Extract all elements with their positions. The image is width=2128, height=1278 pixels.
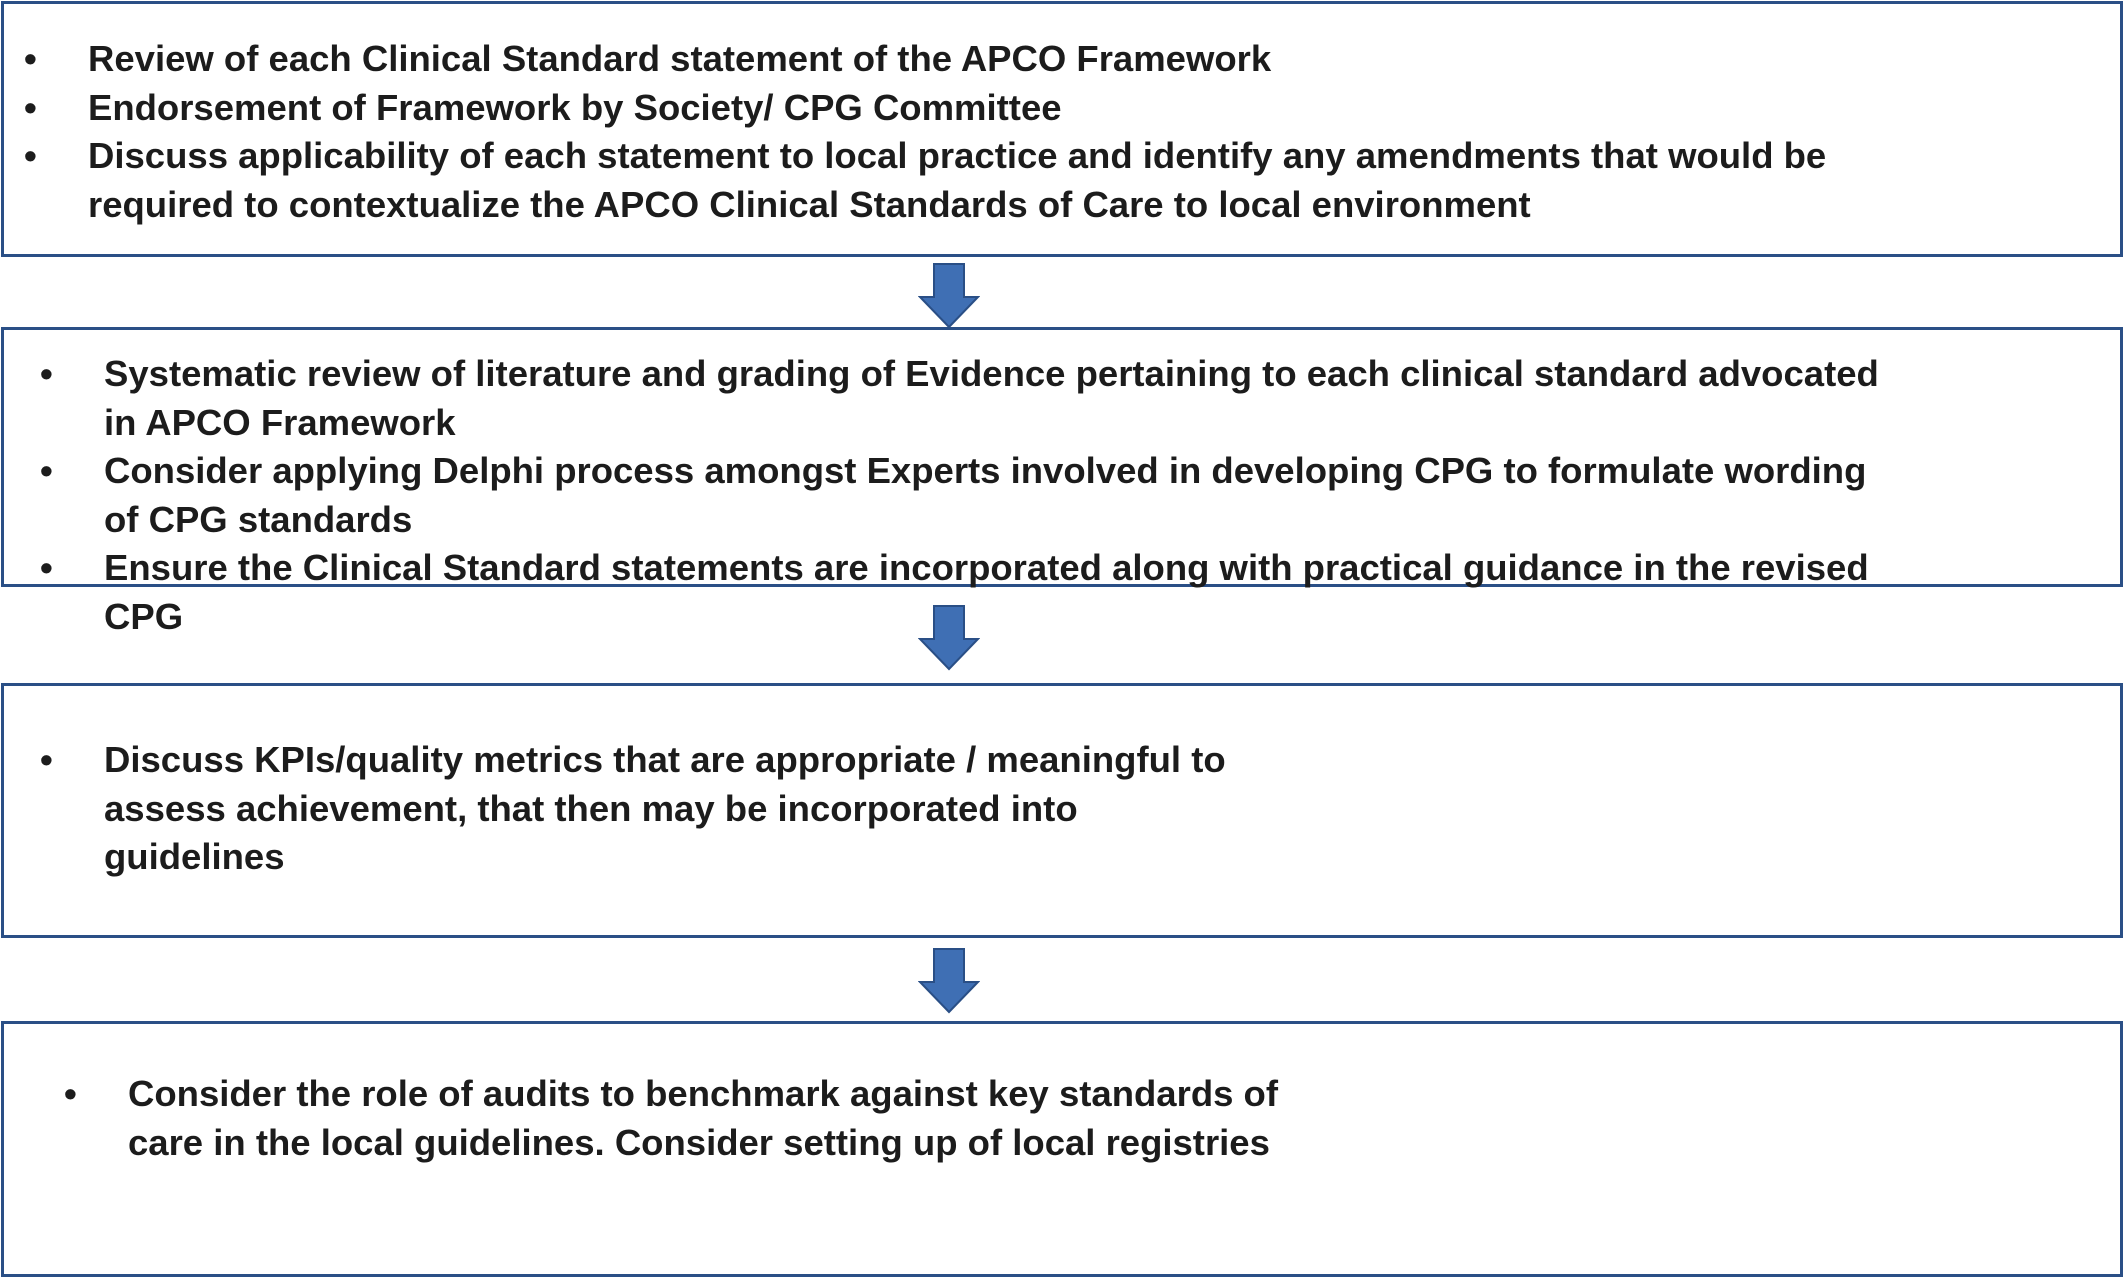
step-1-list [24,35,1827,229]
list-item [40,447,1879,544]
list-item [40,544,1879,641]
step-4-list [64,1070,1278,1167]
down-arrow-icon [918,948,980,1014]
list-item [24,132,1827,229]
bullet: • [40,547,53,588]
item-line: Discuss KPIs/quality metrics that are appropriate / meaningful to [104,739,1226,780]
item-line: Review of each Clinical Standard statement of the APCO Framework [88,38,1272,79]
item-line: assess achievement, that then may be incorporated into [104,787,1078,829]
item-line: Consider applying Delphi process amongst Experts involved in developing CPG to formulate wording [104,450,1867,491]
down-arrow-icon [918,263,980,329]
item-line: in APCO Framework [104,401,456,443]
step-4-box [1,1021,2123,1277]
item-line: CPG [104,595,184,637]
item-line: guidelines [104,836,285,877]
item-line: care in the local guidelines. Consider setting up of local registries [128,1121,1270,1163]
step-3-list [40,736,1226,882]
item-line: Systematic review of literature and grading of Evidence pertaining to each clinical standard advocated [104,353,1879,394]
step-2-box [1,327,2123,637]
bullet: • [40,450,53,491]
item-line: of CPG standards [104,498,413,540]
step-3-box [1,683,2123,938]
item-line: required to contextualize the APCO Clinical Standards of Care to local environment [88,183,1531,225]
list-item [64,1070,1278,1167]
item-line: Ensure the Clinical Standard statements are incorporated along with practical guidance in the revised [104,547,1869,588]
list-item [24,35,1826,84]
bullet: • [24,86,37,128]
bullet: • [40,739,53,780]
bullet: • [24,135,37,176]
item-line: Endorsement of Framework by Society/ CPG Committee [88,86,1062,128]
down-arrow-icon [918,605,980,671]
list-item [24,84,1826,133]
item-line: Consider the role of audits to benchmark against key standards of [128,1073,1278,1114]
bullet: • [64,1073,77,1114]
step-2-list [40,350,1879,641]
step-1-box [1,1,2123,257]
list-item [40,736,1226,882]
list-item [40,350,1879,447]
bullet: • [40,353,53,394]
item-line: Discuss applicability of each statement to local practice and identify any amendments that would be [88,135,1827,176]
bullet: • [24,38,37,79]
